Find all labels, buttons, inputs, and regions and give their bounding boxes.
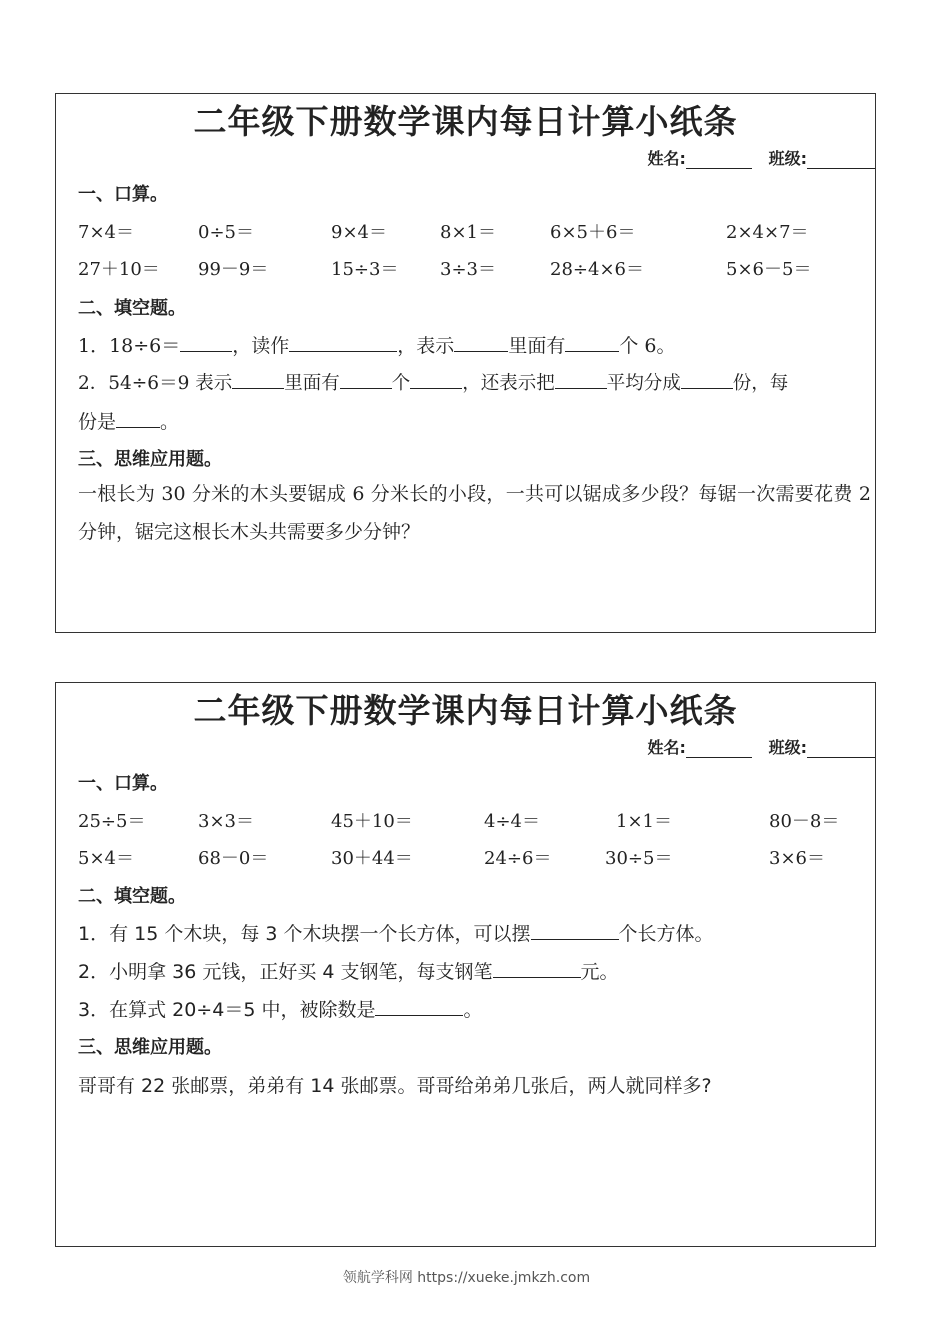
answer-blank[interactable] <box>180 334 232 352</box>
oral-item: 3×3＝ <box>198 811 254 832</box>
question-text: 1．18÷6＝ <box>78 335 181 357</box>
class-label: 班级: <box>768 149 807 168</box>
question-text: 。 <box>160 411 180 433</box>
name-blank[interactable] <box>686 152 752 169</box>
question-text: 里面有 <box>284 373 340 394</box>
oral-item: 0÷5＝ <box>198 222 254 243</box>
question-text: 个长方体。 <box>618 923 714 945</box>
section-heading-oral: 一、口算。 <box>78 773 168 794</box>
question-text: 份，每 <box>732 373 789 394</box>
name-class-row <box>647 735 875 758</box>
oral-item: 28÷4×6＝ <box>550 259 644 280</box>
oral-item: 30÷5＝ <box>605 848 673 869</box>
oral-item: 15÷3＝ <box>331 259 399 280</box>
answer-blank[interactable] <box>232 371 284 389</box>
oral-item: 68－0＝ <box>198 848 269 869</box>
class-label: 班级: <box>768 738 807 757</box>
name-class-row <box>647 146 875 169</box>
question-text: 3．在算式 20÷4＝5 中，被除数是 <box>78 999 376 1021</box>
name-label: 姓名: <box>647 738 686 757</box>
oral-item: 25÷5＝ <box>78 811 146 832</box>
oral-item: 3×6＝ <box>769 848 825 869</box>
answer-blank[interactable] <box>531 922 619 940</box>
question-text: 里面有 <box>508 335 566 357</box>
answer-blank[interactable] <box>454 334 508 352</box>
fill-question-1 <box>78 919 869 946</box>
oral-calc-row <box>56 807 875 831</box>
fill-question-2-cont <box>78 407 869 434</box>
oral-item: 5×6－5＝ <box>726 259 812 280</box>
oral-item: 3÷3＝ <box>440 259 496 280</box>
question-text: 2．54÷6＝9 表示 <box>78 373 233 394</box>
answer-blank[interactable] <box>681 371 733 389</box>
answer-blank[interactable] <box>555 371 607 389</box>
question-text: ，还表示把 <box>462 373 555 394</box>
oral-item: 4÷4＝ <box>484 811 540 832</box>
question-text: 。 <box>463 999 483 1021</box>
oral-calc-row <box>56 255 875 279</box>
word-problem: 一根长为 30 分米的木头要锯成 6 分米长的小段，一共可以锯成多少段？每锯一次需要花费 2 分钟，锯完这根长木头共需要多少分钟？ <box>78 483 871 543</box>
answer-blank[interactable] <box>493 960 581 978</box>
worksheet-title: 二年级下册数学课内每日计算小纸条 <box>193 102 738 141</box>
oral-item: 9×4＝ <box>331 222 387 243</box>
question-text: 个 6。 <box>619 335 676 357</box>
section-heading-thinking: 三、思维应用题。 <box>78 449 222 470</box>
section-heading-oral: 一、口算。 <box>78 184 168 205</box>
fill-question-2 <box>78 957 869 984</box>
fill-question-3 <box>78 995 869 1022</box>
question-text: ，表示 <box>397 335 455 357</box>
answer-blank[interactable] <box>410 371 462 389</box>
oral-calc-row <box>56 218 875 242</box>
oral-item: 6×5＋6＝ <box>550 222 636 243</box>
oral-item: 27＋10＝ <box>78 259 160 280</box>
class-blank[interactable] <box>807 152 875 169</box>
question-text: 平均分成 <box>606 373 681 394</box>
oral-item: 24÷6＝ <box>484 848 552 869</box>
answer-blank[interactable] <box>116 410 160 428</box>
name-label: 姓名: <box>647 149 686 168</box>
oral-calc-row <box>56 844 875 868</box>
oral-item: 45＋10＝ <box>331 811 413 832</box>
question-text: 1．有 15 个木块，每 3 个木块摆一个长方体，可以摆 <box>78 923 531 945</box>
question-text: 元。 <box>580 961 619 983</box>
oral-item: 5×4＝ <box>78 848 134 869</box>
oral-item: 30＋44＝ <box>331 848 413 869</box>
oral-item: 8×1＝ <box>440 222 496 243</box>
oral-item: 7×4＝ <box>78 222 134 243</box>
worksheet-card-1 <box>55 93 876 633</box>
fill-question-2 <box>78 369 869 395</box>
class-blank[interactable] <box>807 741 875 758</box>
worksheet-card-2 <box>55 682 876 1247</box>
answer-blank[interactable] <box>289 334 397 352</box>
name-blank[interactable] <box>686 741 752 758</box>
answer-blank[interactable] <box>375 998 463 1016</box>
question-text: 份是 <box>78 411 117 433</box>
fill-question-1 <box>78 331 869 358</box>
oral-item: 80－8＝ <box>769 811 840 832</box>
question-text: 个 <box>391 373 411 394</box>
section-heading-fill: 二、填空题。 <box>78 886 186 907</box>
question-text: 2．小明拿 36 元钱，正好买 4 支钢笔，每支钢笔 <box>78 961 493 983</box>
section-heading-thinking: 三、思维应用题。 <box>78 1037 222 1058</box>
worksheet-title: 二年级下册数学课内每日计算小纸条 <box>193 691 738 730</box>
answer-blank[interactable] <box>565 334 619 352</box>
footer-watermark: 领航学科网 https://xueke.jmkzh.com <box>342 1270 591 1286</box>
oral-item: 2×4×7＝ <box>726 222 809 243</box>
oral-item: 1×1＝ <box>616 811 672 832</box>
oral-item: 99－9＝ <box>198 259 269 280</box>
question-text: ，读作 <box>232 335 290 357</box>
section-heading-fill: 二、填空题。 <box>78 298 186 319</box>
answer-blank[interactable] <box>340 371 392 389</box>
word-problem: 哥哥有 22 张邮票，弟弟有 14 张邮票。哥哥给弟弟几张后，两人就同样多? <box>78 1075 712 1097</box>
